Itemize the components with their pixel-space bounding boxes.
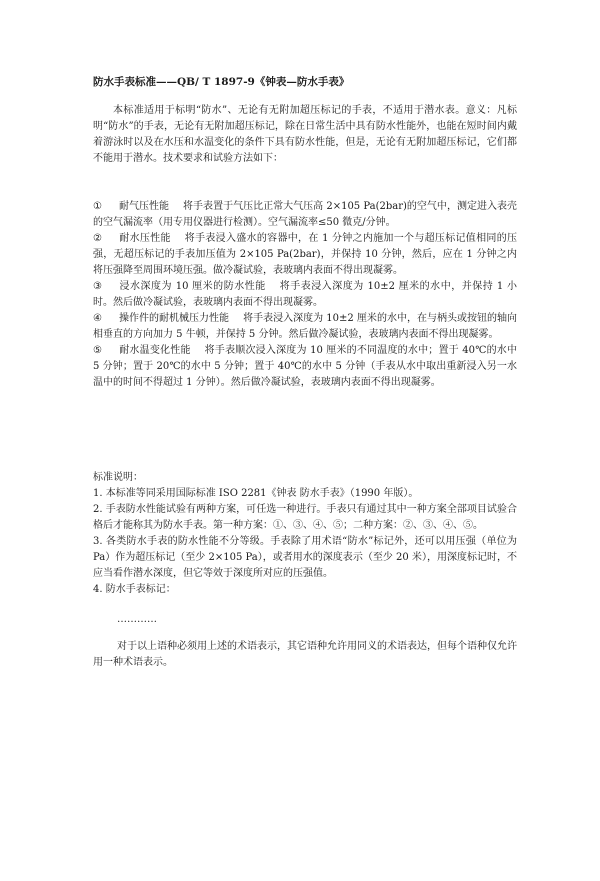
item-text: 将手表浸入深度为 10±2 厘米的水中，并保持 1 小时。然后做冷凝试验，表玻璃内表面不得出现凝雾。 xyxy=(93,281,517,308)
test-items-list xyxy=(93,199,517,391)
notes-heading: 标准说明： xyxy=(93,472,143,483)
test-item xyxy=(93,343,517,391)
notes-section xyxy=(93,470,517,598)
item-name: 耐水温变化性能 xyxy=(119,345,191,356)
test-item xyxy=(93,279,517,311)
note-item: 4. 防水手表标记： xyxy=(93,584,176,595)
item-text: 将手表浸入深度为 10±2 厘米的水中，在与柄头或按钮的轴向相垂直的方向加力 5 牛顿，并保持 5 分钟。然后做冷凝试验，表玻璃内表面不得出现凝雾。 xyxy=(93,313,518,340)
item-name: 耐水压性能 xyxy=(119,233,171,244)
note-item: 3. 各类防水手表的防水性能不分等级。手表除了用术语“防水”标记外，还可以用压强（单位为 Pa）作为超压标记（至少 2×105 Pa），或者用水的深度表示（至少 20 米），用深度标记时，不应当看作潜水深度，但它等效于深度所对应的压强值。 xyxy=(93,536,517,579)
item-number: ⑤ xyxy=(93,345,102,356)
item-number: ④ xyxy=(93,313,102,324)
item-name: 浸水深度为 10 厘米的防水性能 xyxy=(119,281,266,292)
item-number: ③ xyxy=(93,281,102,292)
document-title: 防水手表标准——QB/ T 1897-9《钟表—防水手表》 xyxy=(93,76,350,88)
note-item: 1. 本标准等同采用国际标准 ISO 2281《钟表 防水手表》（1990 年版）。 xyxy=(93,488,419,499)
ellipsis-text: ………… xyxy=(117,614,157,625)
item-name: 耐气压性能 xyxy=(119,201,170,212)
intro-paragraph: 本标准适用于标明“防水”、无论有无附加超压标记的手表，不适用于潜水表。意义：凡标明“防水”的手表，无论有无附加超压标记，除在日常生活中具有防水性能外，也能在短时间内戴着游泳时以及在水压和水温变化的条件下具有防水性能，但是，无论有无附加超压标记，它们都不能用于潜水。技术要求和试验方法如下： xyxy=(93,105,517,164)
item-text: 将手表顺次浸入深度为 10 厘米的不同温度的水中；置于 40℃的水中 5 分钟；置于 20℃的水中 5 分钟；置于 40℃的水中 5 分钟（手表从水中取出重新浸入另一水温中的时间不得超过 1 分钟）。然后做冷凝试验，表玻璃内表面不得出现凝雾。 xyxy=(93,345,518,388)
test-item xyxy=(93,311,517,343)
item-name: 操作件的耐机械压力性能 xyxy=(119,313,230,324)
closing-paragraph: 对于以上语种必须用上述的术语表示，其它语种允许用同义的术语表达，但每个语种仅允许用一种术语表示。 xyxy=(93,641,517,668)
item-text: 将手表浸入盛水的容器中，在 1 分钟之内施加一个与超压标记值相同的压强，无超压标记的手表加压值为 2×105 Pa(2bar)，并保持 10 分钟，然后，应在 1 分钟之内将压强降至周围环境压强。做冷凝试验，表玻璃内表面不得出现凝雾。 xyxy=(93,233,517,276)
item-number: ② xyxy=(93,233,102,244)
item-text: 将手表置于气压比正常大气压高 2×105 Pa(2bar)的空气中，测定进入表壳的空气漏流率（用专用仪器进行检测）。空气漏流率≤50 微克/分钟。 xyxy=(93,201,517,228)
note-item: 2. 手表防水性能试验有两种方案，可任选一种进行。手表只有通过其中一种方案全部项目试验合格后才能称其为防水手表。第一种方案：①、③、④、⑤；二种方案：②、③、④、⑤。 xyxy=(93,504,517,531)
test-item xyxy=(93,231,517,279)
item-number: ① xyxy=(93,201,102,212)
test-item xyxy=(93,199,517,231)
